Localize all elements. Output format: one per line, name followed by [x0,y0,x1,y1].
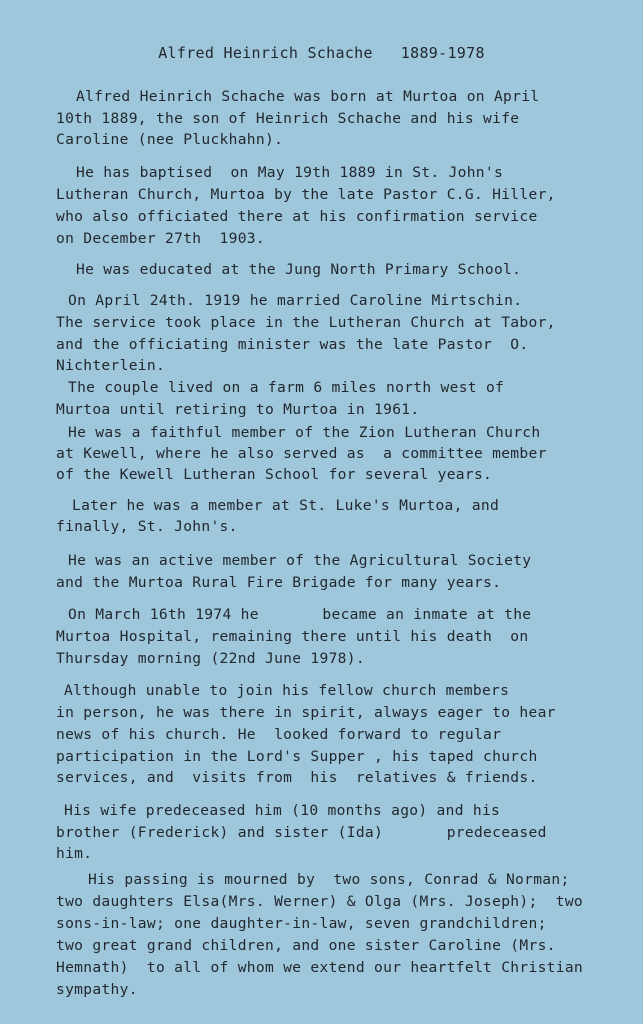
paragraph-line: and the officiating minister was the late Pastor O. [56,336,529,353]
paragraph-line: He has baptised on May 19th 1889 in St. John's [76,164,504,181]
paragraph-line: finally, St. John's. [56,518,238,535]
document-title: Alfred Heinrich Schache 1889-1978 [158,44,485,62]
paragraph-line: Thursday morning (22nd June 1978). [56,650,365,667]
paragraph-line: participation in the Lord's Supper , his taped church [56,748,538,765]
paragraph-line: services, and visits from his relatives & friends. [56,769,538,786]
paragraph-line: His wife predeceased him (10 months ago) and his [64,802,501,819]
paragraph-line: Caroline (nee Pluckhahn). [56,131,284,148]
paragraph-line: On March 16th 1974 he became an inmate at the [68,606,532,623]
paragraph-line: and the Murtoa Rural Fire Brigade for many years. [56,574,502,591]
paragraph-line: of the Kewell Lutheran School for several years. [56,466,493,483]
paragraph-line: On April 24th. 1919 he married Caroline Mirtschin. [68,292,523,309]
paragraph-line: He was educated at the Jung North Primary School. [76,261,522,278]
paragraph-line: two daughters Elsa(Mrs. Werner) & Olga (Mrs. Joseph); two [56,893,583,910]
paragraph-line: Although unable to join his fellow church members [64,682,510,699]
paragraph-line: who also officiated there at his confirmation service [56,208,538,225]
paragraph-line: His passing is mourned by two sons, Conrad & Norman; [88,871,570,888]
paragraph-line: He was a faithful member of the Zion Lutheran Church [68,424,541,441]
paragraph-line: He was an active member of the Agricultural Society [68,552,532,569]
paragraph-line: sympathy. [56,981,138,998]
paragraph-line: 10th 1889, the son of Heinrich Schache and his wife [56,110,520,127]
paragraph-line: Nichterlein. [56,357,166,374]
paragraph-line: sons-in-law; one daughter-in-law, seven grandchildren; [56,915,547,932]
paragraph-line: The couple lived on a farm 6 miles north west of [68,379,505,396]
paragraph-line: Alfred Heinrich Schache was born at Murtoa on April [76,88,540,105]
paragraph-line: The service took place in the Lutheran Church at Tabor, [56,314,556,331]
paragraph-line: on December 27th 1903. [56,230,265,247]
paragraph-line: Hemnath) to all of whom we extend our heartfelt Christian [56,959,583,976]
paragraph-line: Lutheran Church, Murtoa by the late Pastor C.G. Hiller, [56,186,556,203]
paragraph-line: Murtoa until retiring to Murtoa in 1961. [56,401,420,418]
paragraph-line: in person, he was there in spirit, always eager to hear [56,704,556,721]
paragraph-line: brother (Frederick) and sister (Ida) predeceased [56,824,547,841]
paragraph-line: him. [56,845,93,862]
paragraph-line: two great grand children, and one sister Caroline (Mrs. [56,937,556,954]
paragraph-line: at Kewell, where he also served as a committee member [56,445,547,462]
paragraph-line: Later he was a member at St. Luke's Murtoa, and [72,497,500,514]
paragraph-line: Murtoa Hospital, remaining there until his death on [56,628,529,645]
paragraph-line: news of his church. He looked forward to regular [56,726,502,743]
